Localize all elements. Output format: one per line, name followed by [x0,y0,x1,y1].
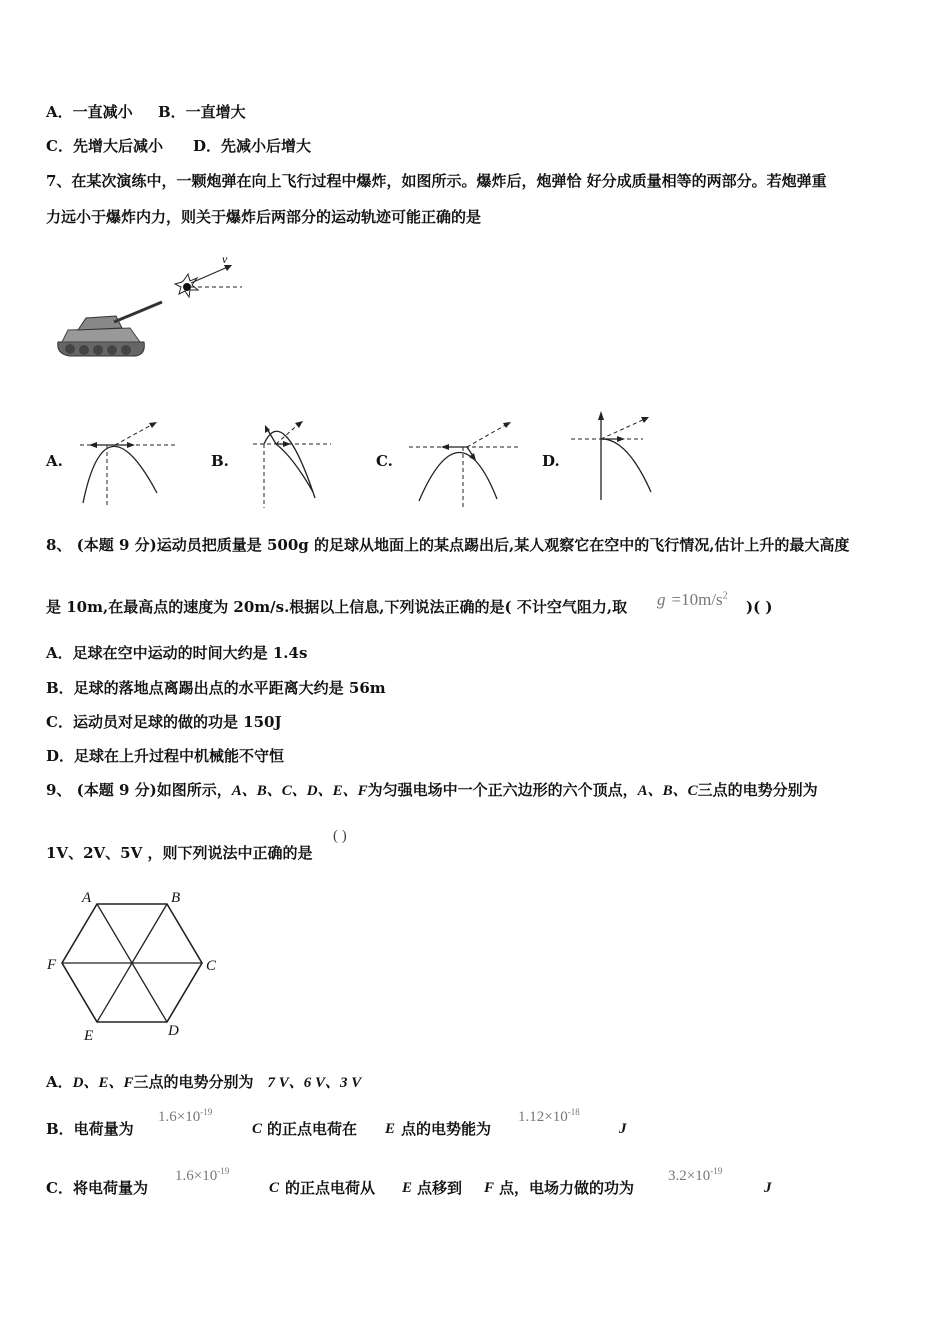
vertex-label-f: F [47,957,57,973]
q7-stem-line1: 7、在某次演练中，一颗炮弹在向上飞行过程中爆炸，如图所示。爆炸后，炮弹恰 好分成质量相等的两部分。若炮弹重 [46,172,827,190]
q7-option-b-label: B. [211,452,229,470]
q8-answer-paren: )( ) [746,598,773,616]
q9-vertices: A、B、C、D、E、F [231,783,368,799]
explosion-icon [175,274,198,297]
q7-option-d-figure [567,408,667,503]
formula-value: =10m/s [671,590,723,609]
q9-option-b-energy: $1.12\times 10^{-18}$ [518,1107,580,1125]
q6-option-c: C．先增大后减小 [46,137,163,155]
q8-option-c: C．运动员对足球的做的功是 150J [46,713,282,731]
q9-option-b-charge: $1.6\times 10^{-19}$ [158,1107,213,1125]
q7-option-c-figure [405,415,525,510]
q9-option-b-unit-j: J [619,1121,627,1137]
formula-exponent: 2 [722,590,728,602]
q9-option-c-prefix: C．将电荷量为 [46,1179,148,1197]
hexagon-figure [44,885,224,1045]
q9-option-c-unit-c: C [269,1180,280,1196]
q9-abc: A、B、C [637,783,698,799]
q9-stem-line2: 1V、2V、5V ，则下列说法中正确的是 [46,844,313,862]
q6-option-d: D．先减小后增大 [193,137,312,155]
q8-option-a: A．足球在空中运动的时间大约是 1.4s [46,644,308,662]
q9-option-b-unit-c: C [252,1121,263,1137]
q9-option-b-text1: 的正点电荷在 [267,1120,358,1138]
q6-option-a: A．一直减小 [46,103,133,121]
q8-option-b: B．足球的落地点离踢出点的水平距离大约是 56m [46,679,386,697]
q9-option-c-point-f: F [484,1180,495,1196]
q9-answer-paren: ( ) [333,828,347,844]
tank-explosion-figure [50,250,250,365]
formula-g: g [657,590,666,609]
q7-option-a-figure [75,415,185,510]
vertex-label-b: B [171,890,181,906]
q7-option-d-label: D. [542,452,560,470]
q9-stem-line1: 9、 (本题 9 分)如图所示，A、B、C、D、E、F为匀强电场中一个正六边形的六个顶点，A、B、C三点的电势分别为 [46,781,818,799]
q9-option-c-work: $3.2\times 10^{-19}$ [668,1166,723,1184]
q7-option-b-figure [243,412,343,512]
q7-option-a-label: A. [46,452,63,470]
tank-icon [58,302,162,356]
q9-option-b-prefix: B．电荷量为 [46,1120,134,1138]
q8-stem-line1: 8、 (本题 9 分)运动员把质量是 500g 的足球从地面上的某点踢出后,某人观察它在空中的飞行情况,估计上升的最大高度 [46,536,850,554]
q9-option-c-point-e: E [402,1180,413,1196]
q9-option-c-text2: 点移到 [417,1179,463,1197]
q9-option-b-point-e: E [385,1121,396,1137]
velocity-label: v [222,252,228,266]
vertex-label-c: C [206,958,217,974]
q8-option-d: D．足球在上升过程中机械能不守恒 [46,747,285,765]
q8-stem-line2: 是 10m,在最高点的速度为 20m/s.根据以上信息,下列说法正确的是( 不计空气阻力,取 [46,598,628,616]
q7-stem-line2: 力远小于爆炸内力，则关于爆炸后两部分的运动轨迹可能正确的是 [46,208,482,226]
q9-option-c-text1: 的正点电荷从 [285,1179,376,1197]
vertex-label-a: A [82,890,92,906]
q9-option-c-charge: $1.6\times 10^{-19}$ [175,1166,230,1184]
q9-option-c-text3: 点，电场力做的功为 [499,1179,635,1197]
q9-option-b-text2: 点的电势能为 [401,1120,492,1138]
q9-option-a: A．D、E、F三点的电势分别为 7 V、6 V、3 V [46,1073,362,1091]
vertex-label-d: D [168,1023,179,1039]
q9-option-c-unit-j: J [764,1180,772,1196]
vertex-label-e: E [84,1028,94,1044]
q6-option-b: B．一直增大 [158,103,246,121]
q7-option-c-label: C. [376,452,393,470]
